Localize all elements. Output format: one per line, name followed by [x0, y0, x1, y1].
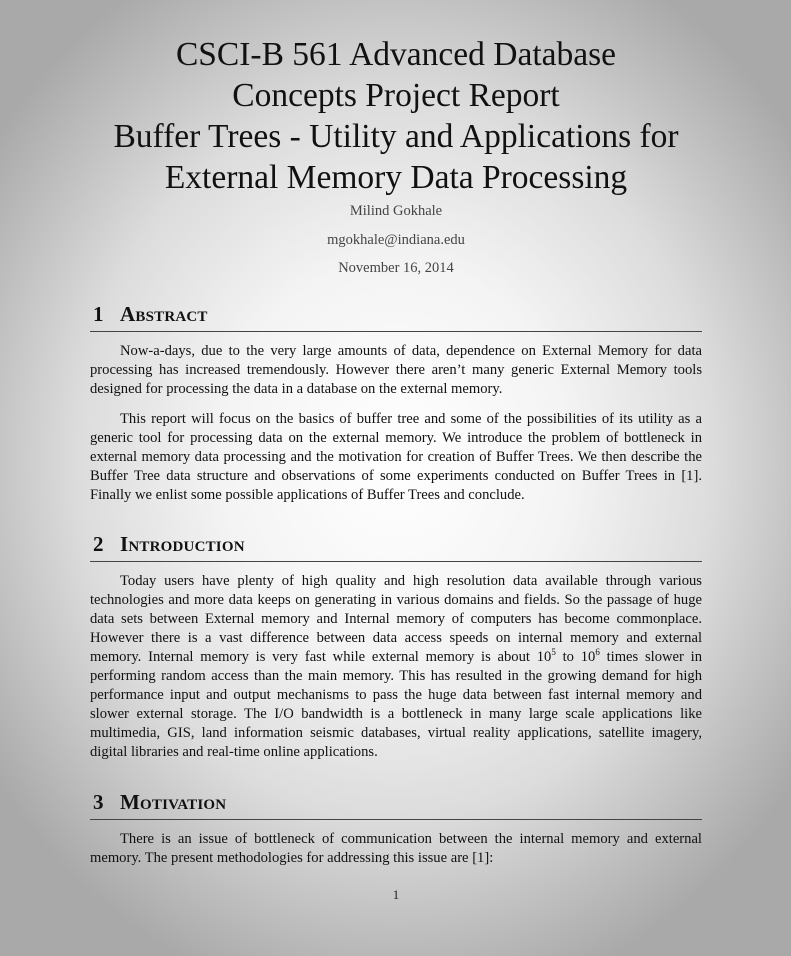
title-line: External Memory Data Processing — [164, 159, 628, 196]
section-title: Introduction — [120, 532, 245, 556]
title-line: CSCI-B 561 Advanced Database — [175, 36, 617, 73]
section-title: Abstract — [120, 302, 208, 326]
abstract-paragraph-1: Now-a-days, due to the very large amounts of data, dependence on External Memory for data processing has increased tremendously. However there aren’t many generic External Memory tools designed for processing the data in a database on the external memory. — [90, 343, 702, 397]
section-number: 1 — [93, 302, 104, 326]
title-line: Buffer Trees - Utility and Applications for — [113, 118, 679, 155]
introduction-paragraph-1 — [90, 572, 702, 762]
text-run: to 10 — [555, 649, 596, 665]
author-email: mgokhale@indiana.edu — [327, 232, 465, 248]
section-heading-motivation — [90, 791, 702, 820]
motivation-paragraph-1: There is an issue of bottleneck of communication between the internal memory and external memory. The present methodologies for addressing this issue are [1]: — [90, 831, 702, 866]
section-heading-introduction — [90, 533, 702, 562]
exponent: 5 — [551, 647, 556, 657]
page-number: 1 — [392, 887, 400, 902]
section-heading-abstract — [90, 303, 702, 332]
section-title: Motivation — [120, 790, 227, 814]
section-number: 3 — [93, 790, 104, 814]
document-title — [90, 34, 702, 198]
author-name: Milind Gokhale — [349, 203, 443, 219]
abstract-paragraph-2: This report will focus on the basics of buffer tree and some of the possibilities of its utility as a generic tool for processing data on the external memory. We introduce the problem of bottleneck in external memory data processing and the motivation for creation of Buffer Trees. We then describe the Buffer Tree data structure and observations of some experiments conducted on Buffer Trees in [1]. Finally we enlist some possible applications of Buffer Trees and conclude. — [90, 411, 702, 503]
text-run: times slower in performing random access than the main memory. This has resulted in the growing demand for high performance input and output mechanisms to pass the huge data between fast internal memory and slower external storage. The I/O bandwidth is a bottleneck in many large scale applications like multimedia, GIS, land information seismic databases, virtual reality applications, satellite imagery, digital libraries and real-time online applications. — [90, 649, 702, 760]
document-date: November 16, 2014 — [338, 260, 454, 276]
text-run: Today users have plenty of high quality and high resolution data available through various technologies and more data keeps on generating in various domains and fields. So the passage of huge data sets between External memory and Internal memory of computers has become commonplace. However there is a vast difference between data access speeds on internal memory and external memory. Internal memory is very fast while external memory is about 10 — [90, 573, 702, 665]
section-number: 2 — [93, 532, 104, 556]
title-line: Concepts Project Report — [232, 77, 560, 114]
exponent: 6 — [595, 647, 600, 657]
